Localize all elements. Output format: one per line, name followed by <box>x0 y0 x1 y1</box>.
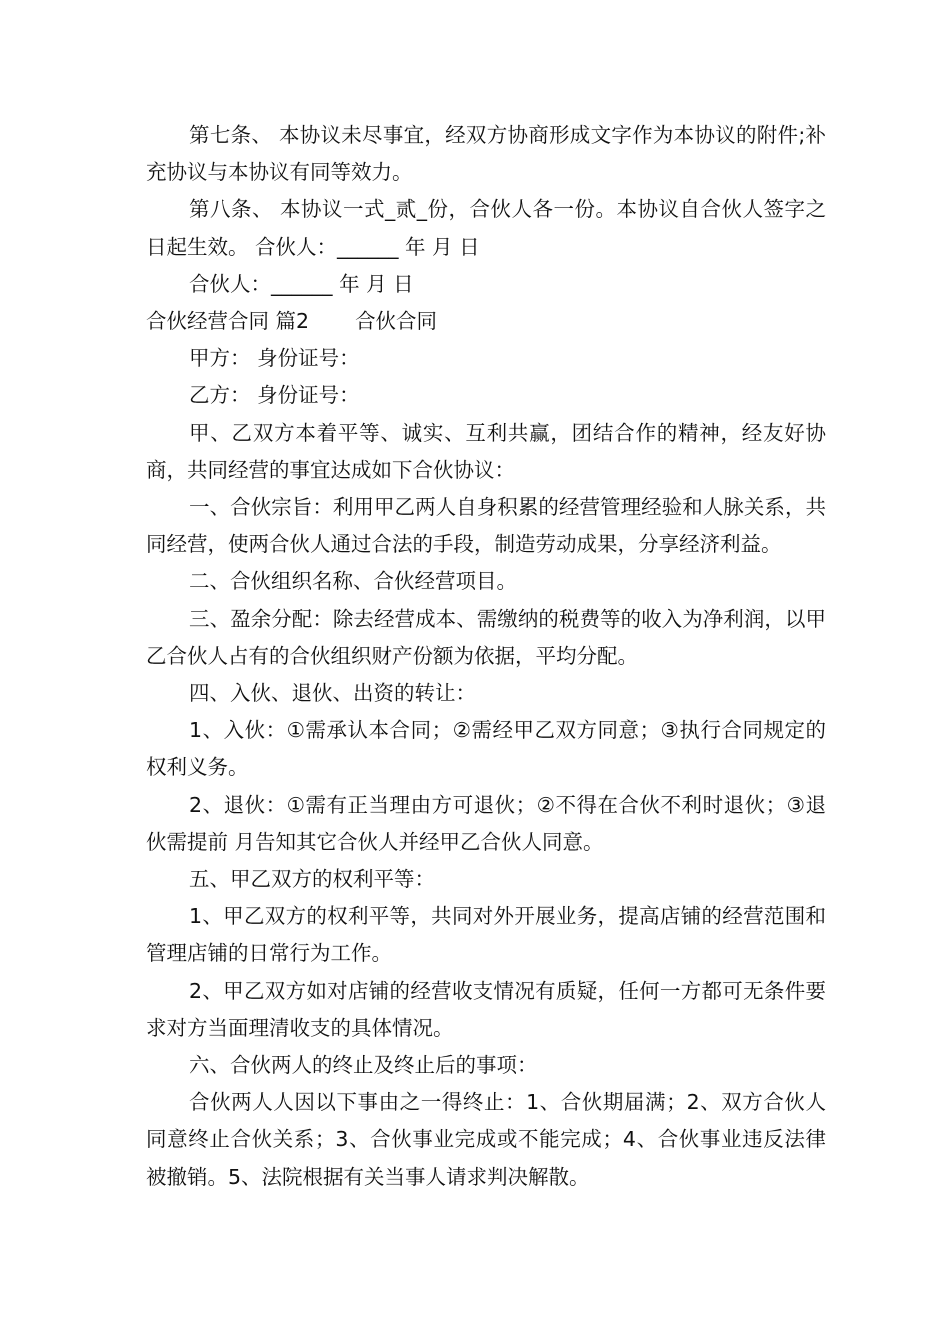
section-heading <box>146 303 826 340</box>
clause-8: 第八条、 本协议一式_贰_份，合伙人各一份。本协议自合伙人签字之日起生效。 合伙人：______ 年 月 日 <box>146 197 826 259</box>
clause-7: 第七条、 本协议未尽事宜，经双方协商形成文字作为本协议的附件;补充协议与本协议有同等效力。 <box>146 123 826 185</box>
article-4: 四、入伙、退伙、出资的转让： <box>189 681 477 706</box>
article-4-item-1: 1、入伙：①需承认本合同；②需经甲乙双方同意；③执行合同规定的权利义务。 <box>146 718 826 780</box>
article-6: 六、合伙两人的终止及终止后的事项： <box>189 1053 538 1078</box>
article-5: 五、甲乙双方的权利平等： <box>189 867 436 892</box>
party-b-line: 乙方： 身份证号： <box>189 383 360 408</box>
article-5-item-1: 1、甲乙双方的权利平等，共同对外开展业务，提高店铺的经营范围和管理店铺的日常行为工作。 <box>146 904 826 966</box>
article-1: 一、合伙宗旨：利用甲乙两人自身积累的经营管理经验和人脉关系，共同经营，使两合伙人通过合法的手段，制造劳动成果，分享经济利益。 <box>146 495 826 557</box>
heading-title: 合伙经营合同 篇2 <box>146 309 310 334</box>
article-2: 二、合伙组织名称、合伙经营项目。 <box>189 569 518 594</box>
article-3: 三、盈余分配：除去经营成本、需缴纳的税费等的收入为净利润，以甲乙合伙人占有的合伙组织财产份额为依据，平均分配。 <box>146 606 826 668</box>
article-5-item-2: 2、甲乙双方如对店铺的经营收支情况有质疑，任何一方都可无条件要求对方当面理清收支的具体情况。 <box>146 978 826 1040</box>
document-body <box>146 117 826 1196</box>
heading-subtitle: 合伙合同 <box>355 309 438 334</box>
article-6-body: 合伙两人人因以下事由之一得终止：1、合伙期届满；2、双方合伙人同意终止合伙关系；3、合伙事业完成或不能完成；4、合伙事业违反法律被撤销。5、法院根据有关当事人请求判决解散。 <box>146 1090 826 1189</box>
party-a-line: 甲方： 身份证号： <box>189 346 360 371</box>
preamble-paragraph: 甲、乙双方本着平等、诚实、互利共赢，团结合作的精神，经友好协商，共同经营的事宜达成如下合伙协议： <box>146 420 826 482</box>
article-4-item-2: 2、退伙：①需有正当理由方可退伙；②不得在合伙不利时退伙；③退伙需提前 月告知其它合伙人并经甲乙合伙人同意。 <box>146 792 826 854</box>
signature-line: 合伙人：______ 年 月 日 <box>189 271 414 296</box>
